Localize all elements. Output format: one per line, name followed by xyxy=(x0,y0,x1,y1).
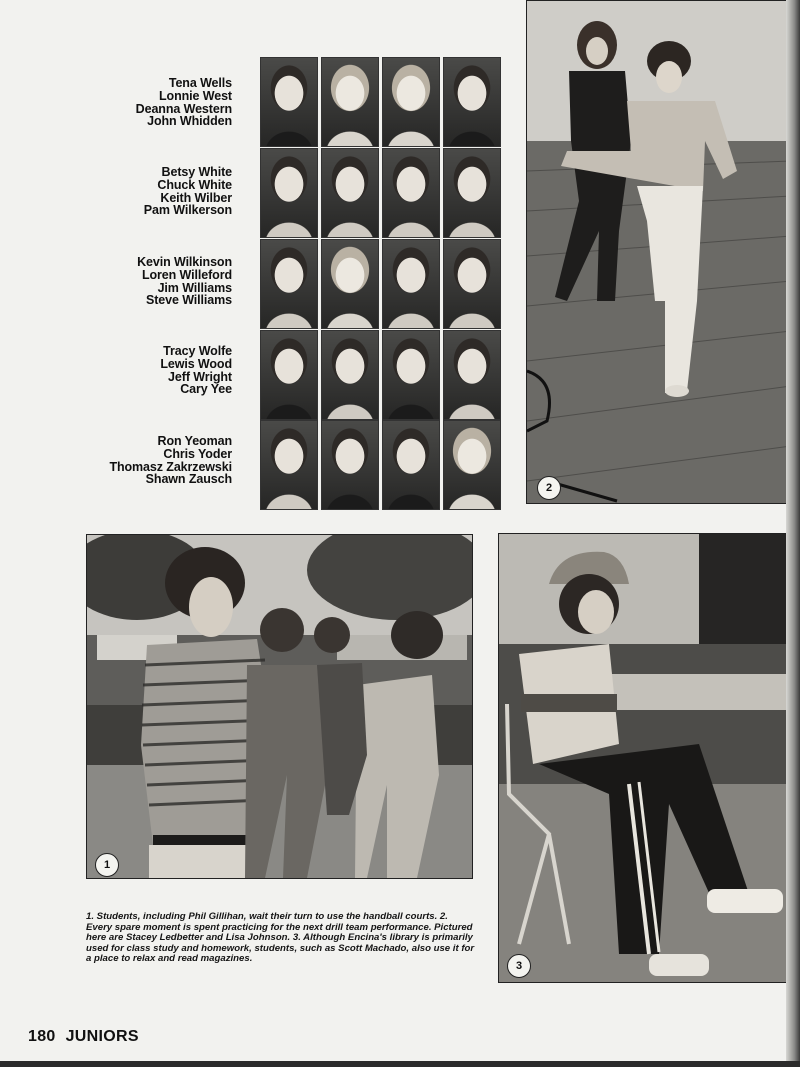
photo-number-badge: 3 xyxy=(507,954,531,978)
student-portrait xyxy=(260,330,318,420)
student-portrait xyxy=(260,420,318,510)
student-name: Chuck White xyxy=(157,177,232,192)
student-portrait xyxy=(382,239,440,329)
student-name: Steve Williams xyxy=(145,293,232,308)
student-portrait xyxy=(443,330,501,420)
student-portrait xyxy=(443,420,501,510)
name-block-4 xyxy=(160,345,232,396)
portrait-row-3 xyxy=(260,239,501,329)
student-portrait xyxy=(382,57,440,147)
page-number: 180 xyxy=(28,1028,56,1045)
student-portrait xyxy=(260,57,318,147)
student-name: Tena Wells xyxy=(168,76,232,90)
student-portrait xyxy=(321,239,379,329)
student-name: Lewis Wood xyxy=(160,356,232,371)
library-photo xyxy=(498,533,792,983)
page-edge-shadow xyxy=(786,0,800,1067)
portrait-row-5 xyxy=(260,420,501,510)
student-name: Ron Yeoman xyxy=(157,434,232,448)
name-block-3 xyxy=(137,256,232,307)
student-name: Loren Willeford xyxy=(141,267,232,282)
section-title: JUNIORS xyxy=(65,1028,139,1045)
student-name: Thomasz Zakrzewski xyxy=(109,459,232,474)
portrait-row-4 xyxy=(260,330,501,420)
portrait-row-2 xyxy=(260,148,501,238)
student-portrait xyxy=(321,148,379,238)
student-name: Tracy Wolfe xyxy=(163,344,232,358)
student-name: Pam Wilkerson xyxy=(143,203,232,218)
student-name: Keith Wilber xyxy=(160,190,232,205)
name-block-2 xyxy=(144,166,232,217)
photo-caption: 1. Students, including Phil Gillihan, wait their turn to use the handball courts. 2. Every spare moment is spent practicing for the next drill team performance. Pictured here are Stacey Ledbetter and Lisa Johnson. 3. Although Encina's library is primarily used for class study and homework, students, such as Scott Machado, also use it for a place to relax and read magazines. xyxy=(86,911,475,965)
student-portrait xyxy=(443,148,501,238)
name-block-5 xyxy=(109,435,232,486)
student-portrait xyxy=(321,420,379,510)
photo-number-badge: 2 xyxy=(537,476,561,500)
portrait-row-1 xyxy=(260,57,501,147)
student-portrait xyxy=(382,420,440,510)
page-footer xyxy=(28,1028,139,1046)
student-name: Shawn Zausch xyxy=(145,472,232,487)
student-portrait xyxy=(382,330,440,420)
name-block-1 xyxy=(136,77,232,128)
student-portrait xyxy=(321,330,379,420)
student-portrait xyxy=(382,148,440,238)
student-name: Jim Williams xyxy=(157,280,232,295)
student-name: Jeff Wright xyxy=(168,369,232,384)
photo-number-badge: 1 xyxy=(95,853,119,877)
student-name: Cary Yee xyxy=(180,382,232,397)
drill-team-photo xyxy=(526,0,792,504)
student-name: Deanna Western xyxy=(135,101,232,116)
student-portrait xyxy=(443,57,501,147)
student-portrait xyxy=(260,239,318,329)
student-portrait xyxy=(260,148,318,238)
page-bottom-edge xyxy=(0,1061,800,1067)
student-name: John Whidden xyxy=(147,114,232,129)
student-name: Betsy White xyxy=(161,165,232,179)
student-portrait xyxy=(443,239,501,329)
student-name: Kevin Wilkinson xyxy=(137,255,232,269)
handball-court-photo xyxy=(86,534,473,879)
student-name: Lonnie West xyxy=(159,88,232,103)
student-portrait xyxy=(321,57,379,147)
student-name: Chris Yoder xyxy=(163,446,232,461)
